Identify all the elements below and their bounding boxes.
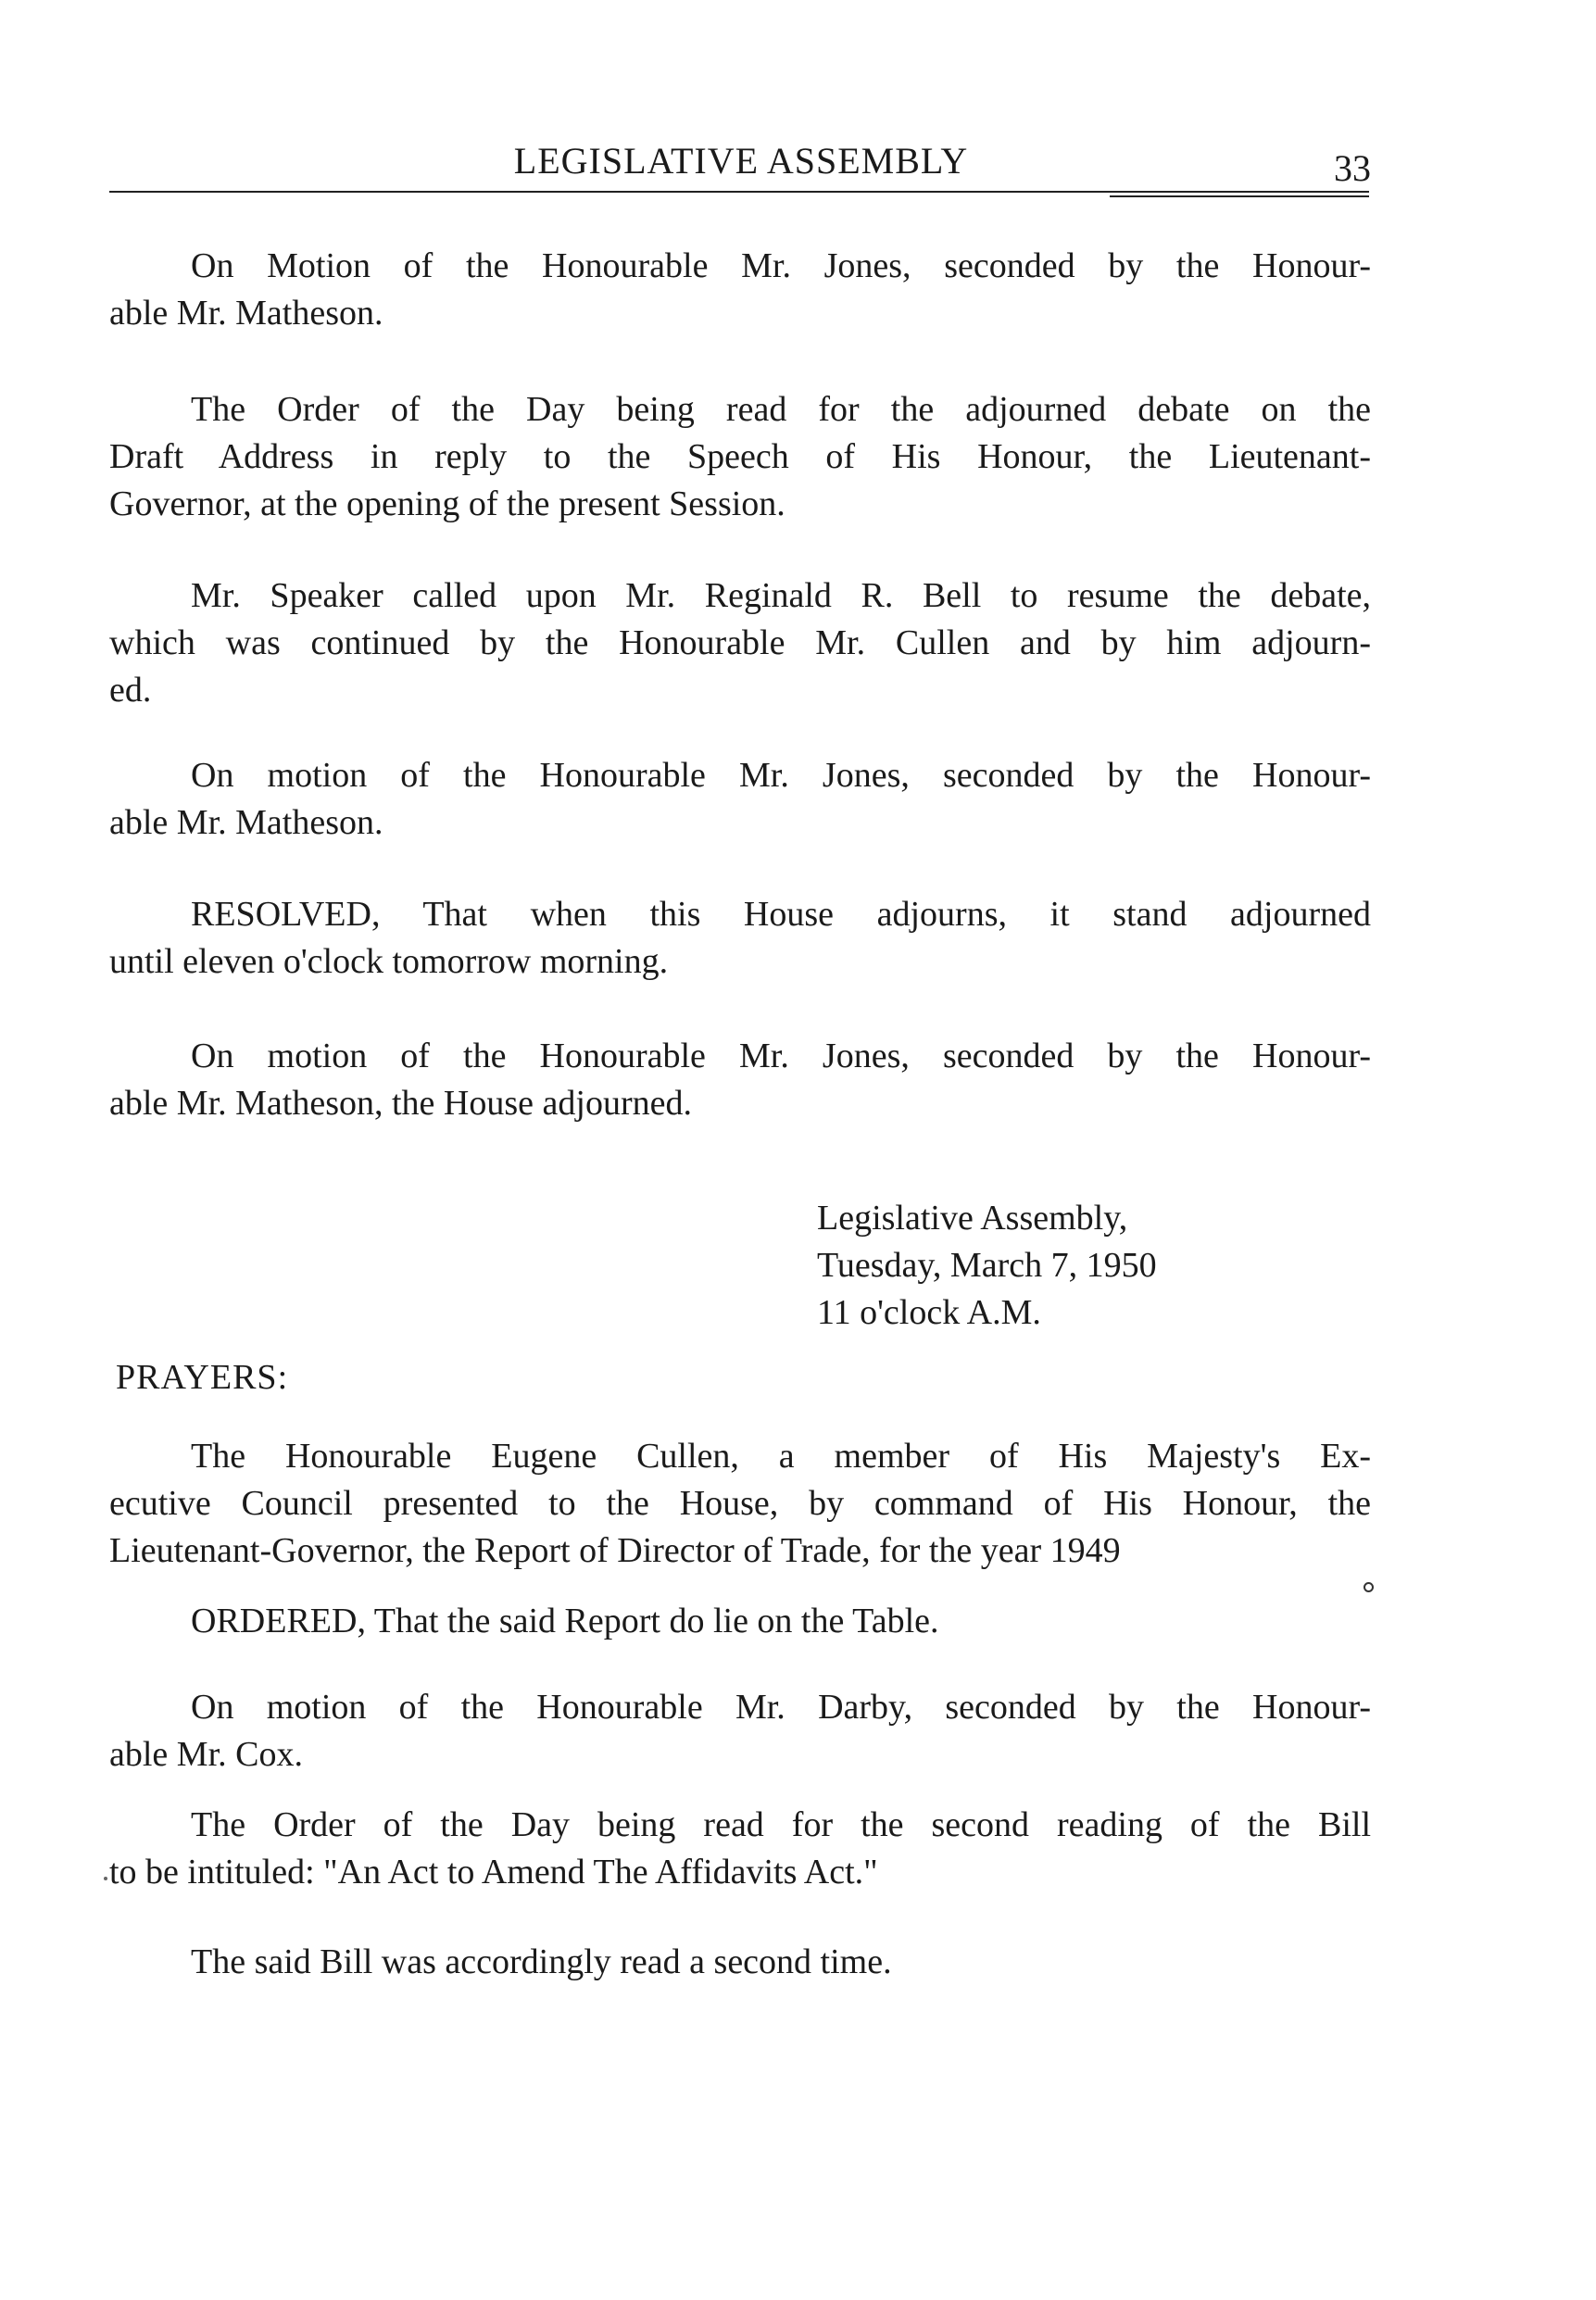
paragraph-line: which was continued by the Honourable Mr. Cullen and by him adjourn-	[109, 623, 1371, 662]
paragraph-motion-darby	[109, 1684, 1371, 1778]
paragraph-line: Governor, at the opening of the present Session.	[109, 484, 785, 523]
page-number: 33	[1334, 147, 1371, 189]
paragraph-line: RESOLVED, That when this House adjourns, it stand adjourned	[191, 895, 1371, 934]
paragraph-line: The said Bill was accordingly read a second time.	[191, 1942, 892, 1981]
header-rule-second	[1110, 195, 1369, 197]
paragraph-resolved	[109, 891, 1371, 986]
paragraph-motion-1	[109, 243, 1371, 337]
paragraph-motion-2	[109, 752, 1371, 847]
sitting-date-block	[817, 1195, 1157, 1337]
paragraph-line: The Honourable Eugene Cullen, a member of His Majesty's Ex-	[191, 1437, 1371, 1476]
paragraph-report-presented	[109, 1433, 1371, 1575]
paragraph-line: On motion of the Honourable Mr. Darby, seconded by the Honour-	[191, 1688, 1371, 1727]
paragraph-line: On motion of the Honourable Mr. Jones, seconded by the Honour-	[191, 1037, 1371, 1075]
paragraph-line: until eleven o'clock tomorrow morning.	[109, 942, 669, 981]
paragraph-house-adjourned	[109, 1033, 1371, 1127]
paragraph-line: able Mr. Matheson.	[109, 803, 383, 842]
stray-mark	[1364, 1582, 1374, 1592]
paragraph-speaker-called	[109, 572, 1371, 714]
paragraph-second-reading	[109, 1802, 1371, 1896]
paragraph-line: ed.	[109, 671, 152, 710]
paragraph-line: The Order of the Day being read for the second reading of the Bill	[191, 1805, 1371, 1844]
running-header-title: LEGISLATIVE ASSEMBLY	[513, 140, 969, 182]
paragraph-line: The Order of the Day being read for the adjourned debate on the	[191, 390, 1371, 429]
prayers-heading: PRAYERS:	[116, 1358, 289, 1397]
paragraph-line: Draft Address in reply to the Speech of His Honour, the Lieutenant-	[109, 437, 1371, 476]
paragraph-ordered	[109, 1598, 1371, 1645]
sitting-place: Legislative Assembly,	[817, 1199, 1128, 1238]
paragraph-line: able Mr. Matheson.	[109, 294, 383, 333]
paragraph-line: Mr. Speaker called upon Mr. Reginald R. Bell to resume the debate,	[191, 576, 1371, 615]
header-rule	[109, 191, 1369, 193]
stray-mark	[104, 1877, 107, 1880]
paragraph-line: Lieutenant-Governor, the Report of Director of Trade, for the year 1949	[109, 1531, 1121, 1570]
paragraph-order-of-day	[109, 386, 1371, 528]
paragraph-line: able Mr. Cox.	[109, 1735, 303, 1774]
paragraph-line: ORDERED, That the said Report do lie on the Table.	[191, 1602, 939, 1640]
paragraph-line: On motion of the Honourable Mr. Jones, seconded by the Honour-	[191, 756, 1371, 795]
paragraph-bill-read	[109, 1939, 1371, 1986]
sitting-date: Tuesday, March 7, 1950	[817, 1246, 1157, 1285]
paragraph-line: able Mr. Matheson, the House adjourned.	[109, 1084, 692, 1123]
paragraph-line: ecutive Council presented to the House, by command of His Honour, the	[109, 1484, 1371, 1523]
paragraph-line: On Motion of the Honourable Mr. Jones, seconded by the Honour-	[191, 246, 1371, 285]
paragraph-line: to be intituled: "An Act to Amend The Affidavits Act."	[109, 1853, 878, 1892]
sitting-time: 11 o'clock A.M.	[817, 1293, 1041, 1332]
